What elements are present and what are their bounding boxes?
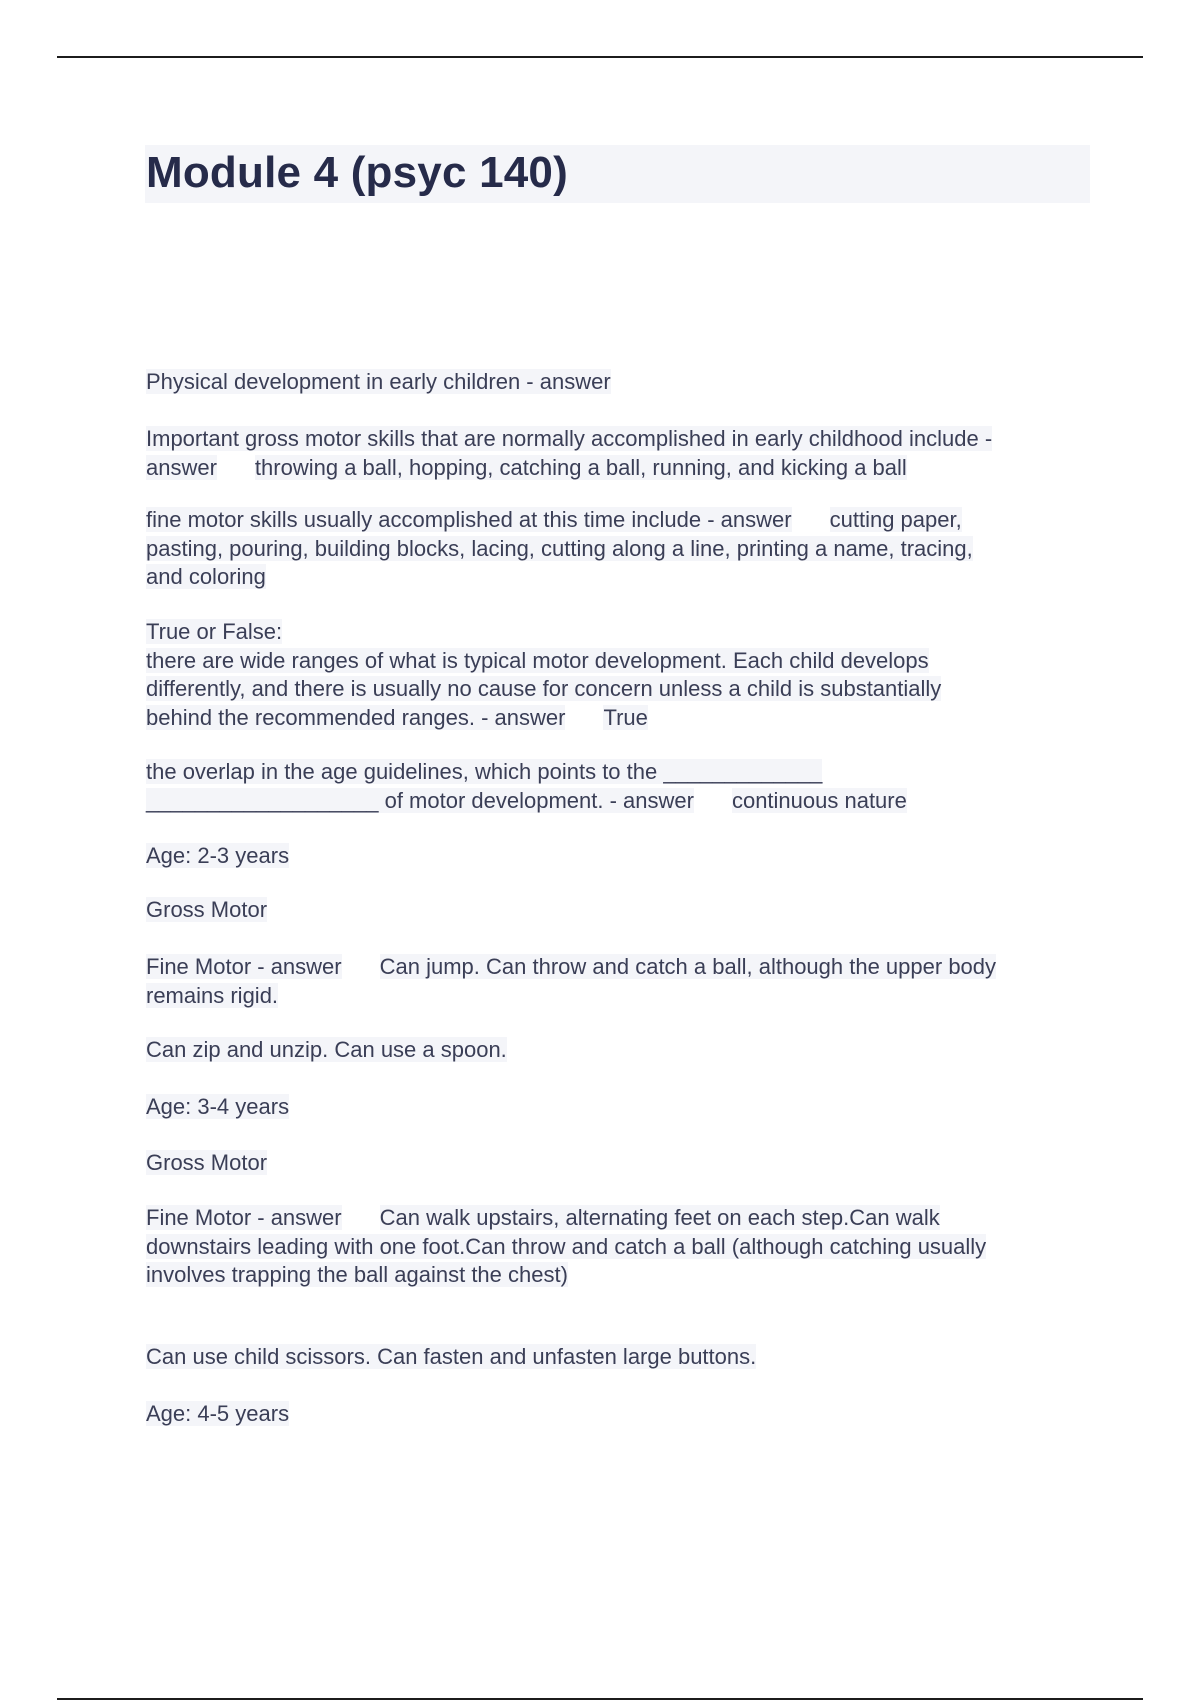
card-true-or-false: [146, 618, 941, 732]
card-text: Can zip and unzip. Can use a spoon.: [146, 1037, 507, 1062]
card-gross-motor-skills: [146, 425, 992, 482]
card-answer: downstairs leading with one foot.Can throw and catch a ball (although catching usually: [146, 1233, 987, 1259]
card-text: Age: 2-3 years: [146, 843, 290, 868]
card-question: ___________________ of motor development. - answer: [146, 787, 694, 813]
card-text: Physical development in early children - answer: [146, 369, 611, 394]
card-gross-motor-1: [146, 896, 267, 925]
card-question: fine motor skills usually accomplished at this time include - answer: [146, 507, 792, 532]
card-answer: continuous nature: [731, 787, 907, 813]
card-age-4-5: [146, 1400, 289, 1429]
card-text: Gross Motor: [146, 897, 268, 922]
card-gross-motor-2: [146, 1149, 267, 1178]
card-text: Can use child scissors. Can fasten and unfasten large buttons.: [146, 1344, 757, 1369]
card-answer: remains rigid.: [146, 982, 279, 1008]
card-zip-spoon: [146, 1036, 507, 1065]
card-text: Gross Motor: [146, 1150, 268, 1175]
card-answer: and coloring: [146, 564, 266, 589]
card-answer: True: [603, 704, 648, 730]
card-fine-motor-skills: [146, 506, 973, 592]
card-question: Fine Motor - answer: [146, 954, 342, 979]
card-fine-motor-2: [146, 1204, 986, 1290]
card-question: Important gross motor skills that are normally accomplished in early childhood include -: [146, 426, 993, 451]
card-answer-label: answer: [146, 454, 217, 480]
card-overlap-age-guidelines: [146, 758, 907, 815]
card-question: behind the recommended ranges. - answer: [146, 704, 566, 730]
card-answer: pasting, pouring, building blocks, lacing, cutting along a line, printing a name, tracing,: [146, 535, 973, 561]
card-physical-development: [146, 368, 611, 397]
card-question: differently, and there is usually no cause for concern unless a child is substantially: [146, 676, 942, 701]
card-answer: cutting paper,: [829, 507, 962, 532]
card-answer: throwing a ball, hopping, catching a ball, running, and kicking a ball: [254, 454, 907, 480]
card-question: the overlap in the age guidelines, which points to the _____________: [146, 759, 823, 784]
card-scissors-buttons: [146, 1343, 756, 1372]
card-age-3-4: [146, 1093, 289, 1122]
page-title: Module 4 (psyc 140): [146, 148, 568, 197]
card-answer: involves trapping the ball against the chest): [146, 1262, 568, 1287]
card-answer: Can jump. Can throw and catch a ball, although the upper body: [379, 954, 997, 979]
top-rule: [57, 56, 1143, 58]
card-answer: Can walk upstairs, alternating feet on each step.Can walk: [379, 1205, 940, 1230]
card-age-2-3: [146, 842, 289, 871]
card-fine-motor-1: [146, 953, 996, 1010]
card-question: there are wide ranges of what is typical motor development. Each child develops: [146, 647, 929, 673]
card-question: True or False:: [146, 619, 283, 644]
card-text: Age: 4-5 years: [146, 1401, 290, 1426]
card-question: Fine Motor - answer: [146, 1205, 342, 1230]
card-text: Age: 3-4 years: [146, 1094, 290, 1119]
